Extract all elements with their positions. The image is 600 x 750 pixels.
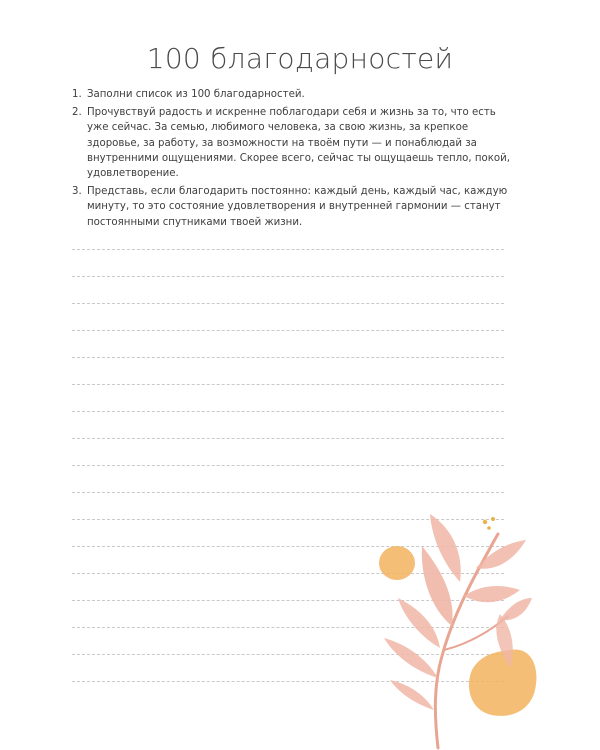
orange-blob-large — [469, 650, 536, 716]
instruction-text: Представь, если благодарить постоянно: каждый день, каждый час, каждую минуту, то это состояние удовлетворения и внутренней гармонии — станут постоянными спутниками твоей жизни. — [87, 186, 508, 228]
leaf — [464, 586, 520, 602]
leaf — [384, 638, 438, 678]
page-title: 100 благодарностей — [146, 42, 454, 75]
writing-line[interactable] — [72, 330, 504, 331]
writing-line[interactable] — [72, 357, 504, 358]
accent-dot — [483, 520, 487, 524]
instruction-item — [72, 87, 512, 102]
orange-circle-small — [379, 546, 415, 580]
writing-line[interactable] — [72, 411, 504, 412]
instruction-text: Прочувствуй радость и искренне поблагодари себя и жизнь за то, что есть уже сейчас. За семью, любимого человека, за свою жизнь, за крепкое здоровье, за работу, за возможности на твоём пути — и понаблюдай за внутренними ощущениями. Скорее всего, сейчас ты ощущаешь тепло, покой, удовлетворение. — [87, 107, 510, 180]
leaf — [476, 540, 526, 569]
botanical-branch-icon — [360, 498, 550, 750]
leaf — [500, 598, 532, 620]
leaf — [390, 680, 434, 710]
accent-dot — [491, 517, 495, 521]
instruction-number: 3. — [72, 186, 82, 198]
writing-line[interactable] — [72, 249, 504, 250]
writing-line[interactable] — [72, 303, 504, 304]
writing-line[interactable] — [72, 384, 504, 385]
instructions-list — [72, 87, 512, 233]
instruction-number: 2. — [72, 107, 82, 119]
instruction-number: 1. — [72, 89, 82, 100]
instruction-item — [72, 184, 512, 230]
accent-dot — [487, 526, 491, 530]
instruction-item — [72, 105, 512, 181]
leaf — [398, 598, 440, 648]
writing-line[interactable] — [72, 492, 504, 493]
writing-line[interactable] — [72, 465, 504, 466]
writing-line[interactable] — [72, 438, 504, 439]
instruction-text: Заполни список из 100 благодарностей. — [87, 89, 305, 100]
writing-line[interactable] — [72, 276, 504, 277]
